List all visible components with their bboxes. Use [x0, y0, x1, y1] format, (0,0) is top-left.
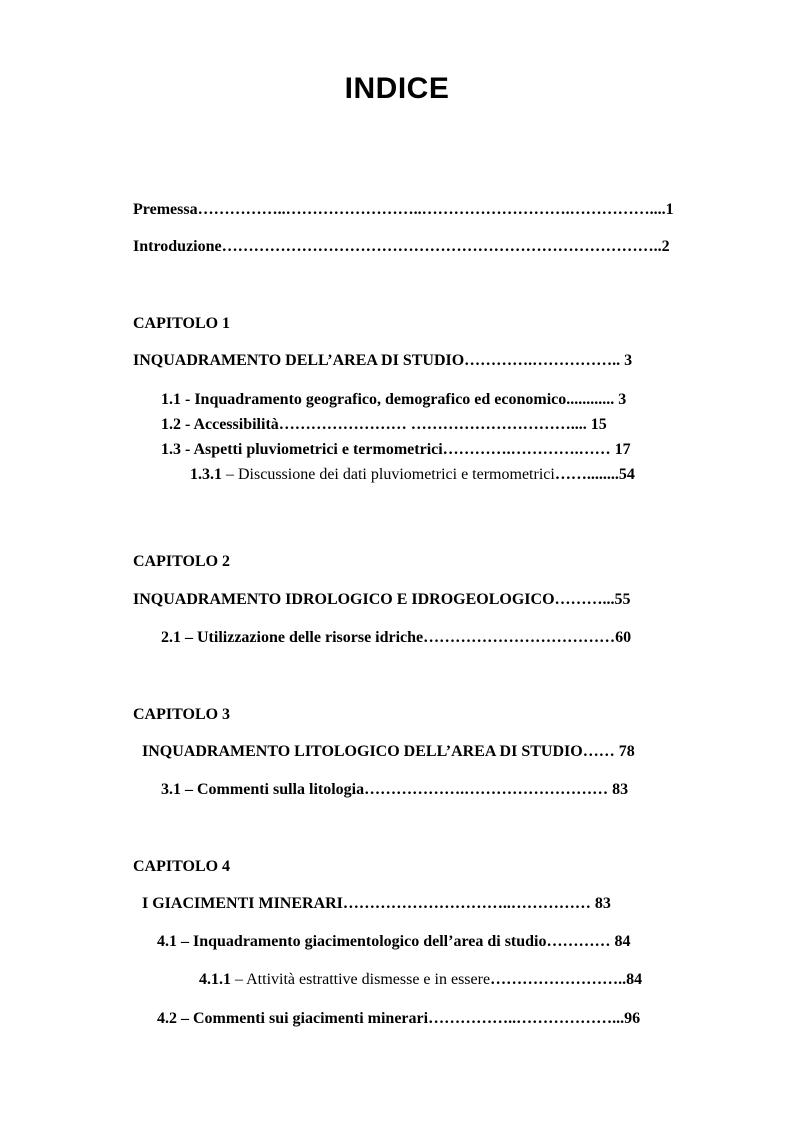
toc-section-3-1: 3.1 – Commenti sulla litologia……………….……………………… 83 [161, 781, 629, 798]
toc-chapter-2-title: INQUADRAMENTO IDROLOGICO E IDROGEOLOGICO………...55 [133, 591, 631, 608]
subsection-description: Attività estrattive dismesse e in essere [246, 971, 491, 988]
subsection-page: ……………………..84 [490, 971, 643, 988]
chapter-heading-3: CAPITOLO 3 [133, 706, 231, 723]
toc-entry-premessa: Premessa……………..……………………..……………………….……………....1 [133, 201, 674, 218]
toc-section-2-1: 2.1 – Utilizzazione delle risorse idriche………………………………60 [161, 629, 632, 646]
toc-subsection-1-3-1 [190, 465, 635, 485]
toc-section-4-1: 4.1 – Inquadramento giacimentologico dell’area di studio………… 84 [157, 933, 631, 950]
chapter-heading-1: CAPITOLO 1 [133, 315, 231, 332]
toc-section-1-3: 1.3 - Aspetti pluviometrici e termometrici………….………….…… 17 [161, 441, 631, 458]
page-title: INDICE [344, 72, 450, 105]
subsection-description: Discussione dei dati pluviometrici e termometrici [238, 466, 555, 483]
toc-chapter-1-title: INQUADRAMENTO DELL’AREA DI STUDIO………….…………….. 3 [133, 352, 633, 369]
toc-chapter-3-title: INQUADRAMENTO LITOLOGICO DELL’AREA DI STUDIO…… 78 [142, 743, 635, 760]
subsection-number: 1.3.1 [190, 466, 222, 483]
toc-entry-introduzione: Introduzione………………………………………………………………………..2 [133, 238, 670, 255]
subsection-page: ……........54 [554, 466, 635, 483]
chapter-heading-2: CAPITOLO 2 [133, 553, 231, 570]
toc-section-4-2: 4.2 – Commenti sui giacimenti minerari……………..………………...96 [157, 1010, 641, 1027]
toc-section-1-2: 1.2 - Accessibilità…………………… ………………………….... 15 [161, 416, 607, 433]
subsection-separator: – [231, 971, 247, 988]
toc-subsection-4-1-1 [199, 970, 642, 990]
subsection-separator: – [222, 466, 238, 483]
toc-section-1-1: 1.1 - Inquadramento geografico, demografico ed economico............ 3 [161, 391, 627, 408]
chapter-heading-4: CAPITOLO 4 [133, 858, 231, 875]
toc-chapter-4-title: I GIACIMENTI MINERARI…………………………..…………… 83 [142, 895, 611, 912]
subsection-number: 4.1.1 [199, 971, 231, 988]
